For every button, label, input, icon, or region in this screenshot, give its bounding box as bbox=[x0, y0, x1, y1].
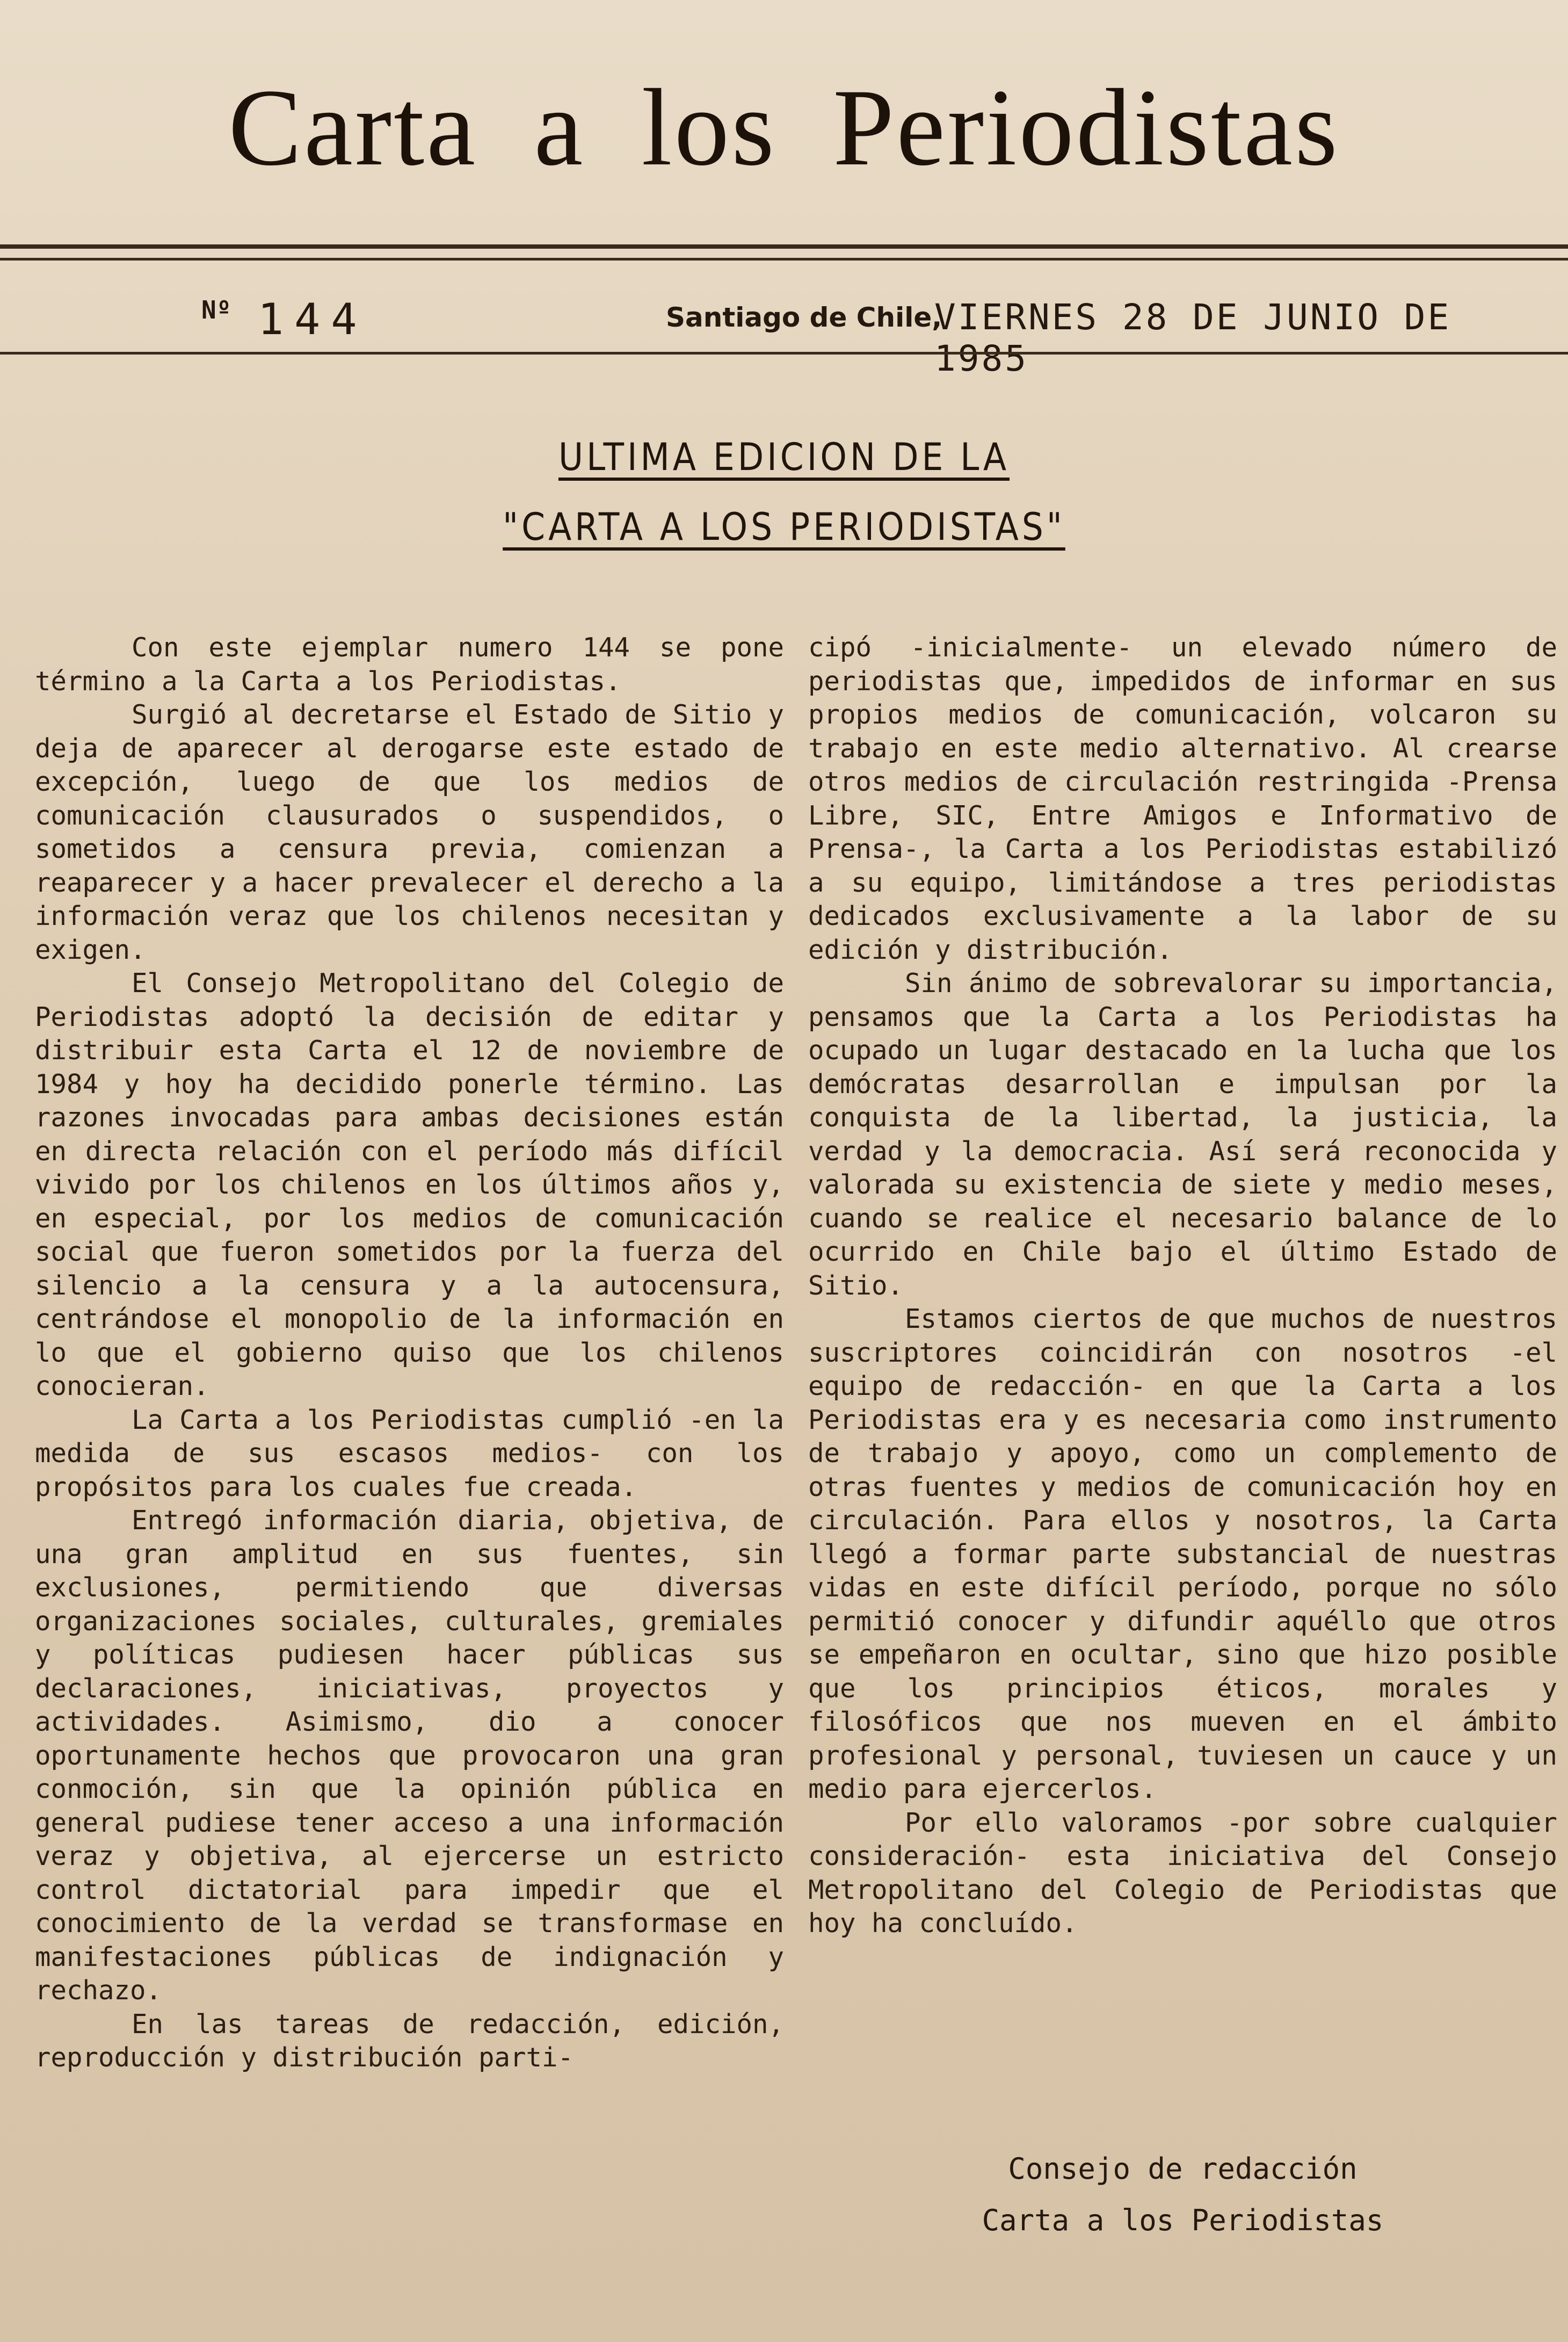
signature-line-1: Consejo de redacción bbox=[1008, 2152, 1358, 2186]
issue-info-bar bbox=[0, 290, 1568, 379]
paragraph: Con este ejemplar numero 144 se pone término a la Carta a los Periodistas. bbox=[35, 632, 784, 697]
paragraph: Sin ánimo de sobrevalorar su importancia, pensamos que la Carta a los Periodistas ha ocupado un lugar destacado en la lucha que los demócratas desarrollan e impulsan por la conquista de la libertad, la justicia, la verdad y la democracia. Así será reconocida y valorada su existencia de siete y medio meses, cuando se realice el necesario balance de lo ocurrido en Chile bajo el último Estado de Sitio. bbox=[808, 968, 1557, 1301]
paragraph: Entregó información diaria, objetiva, de una gran amplitud en sus fuentes, sin exclusiones, permitiendo que diversas organizaciones sociales, culturales, gremiales y políticas pudiesen hacer públicas sus declaraciones, iniciativas, proyectos y actividades. Asimismo, dio a conocer oportunamente hechos que provocaron una gran conmoción, sin que la opinión pública en general pudiese tener acceso a una información veraz y objetiva, al ejercerse un estricto control dictatorial para impedir que el conocimiento de la verdad se transformase en manifestaciones públicas de indignación y rechazo. bbox=[35, 1505, 784, 2006]
masthead-title: Carta a los Periodistas bbox=[228, 67, 1340, 189]
paragraph: Por ello valoramos -por sobre cualquier consideración- esta iniciativa del Consejo Metropolitano del Colegio de Periodistas que hoy ha concluído. bbox=[808, 1807, 1557, 1939]
masthead-rule-top bbox=[0, 244, 1568, 249]
place-of-publication: Santiago de Chile, bbox=[666, 302, 942, 333]
headline-line-1 bbox=[0, 435, 1568, 479]
paragraph: Surgió al decretarse el Estado de Sitio y deja de aparecer al derogarse este estado de excepción, luego de que los medios de comunicación clausurados o suspendidos, o sometidos a censura previa, comienzan a reaparecer y a hacer prevalecer el derecho a la información veraz que los chilenos necesitan y exigen. bbox=[35, 699, 784, 965]
paragraph: La Carta a los Periodistas cumplió -en la medida de sus escasos medios- con los propósitos para los cuales fue creada. bbox=[35, 1404, 784, 1502]
paragraph: Estamos ciertos de que muchos de nuestros suscriptores coincidirán con nosotros -el equipo de redacción- en que la Carta a los Periodistas era y es necesaria como instrumento de trabajo y apoyo, como un complemento de otras fuentes y medios de comunicación hoy en circulación. Para ellos y nosotros, la Carta llegó a formar parte substancial de nuestras vidas en este difícil período, porque no sólo permitió conocer y difundir aquéllo que otros se empeñaron en ocultar, sino que hizo posible que los principios éticos, morales y filosóficos que nos mueven en el ámbito profesional y personal, tuviesen un cauce y un medio para ejercerlos. bbox=[808, 1304, 1557, 1804]
headline-text-2: "CARTA A LOS PERIODISTAS" bbox=[503, 505, 1065, 549]
article-column-right bbox=[808, 631, 1557, 1941]
infobar-rule bbox=[0, 352, 1568, 355]
issue-label: Nº bbox=[201, 295, 231, 324]
masthead-rule-bottom bbox=[0, 258, 1568, 261]
signature-block bbox=[808, 2143, 1557, 2246]
paragraph: cipó -inicialmente- un elevado número de periodistas que, impedidos de informar en sus propios medios de comunicación, volcaron su trabajo en este medio alternativo. Al crearse otros medios de circulación restringida -Prensa Libre, SIC, Entre Amigos e Informativo de Prensa-, la Carta a los Periodistas estabilizó a su equipo, limitándose a tres periodistas dedicados exclusivamente a la labor de su edición y distribución. bbox=[808, 632, 1557, 965]
publication-date: VIERNES 28 DE JUNIO DE 1985 bbox=[934, 297, 1451, 379]
headline-text-1: ULTIMA EDICION DE LA bbox=[558, 435, 1010, 479]
article-column-left bbox=[35, 631, 784, 2075]
paragraph: En las tareas de redacción, edición, reproducción y distribución parti- bbox=[35, 2008, 784, 2073]
headline-line-2 bbox=[0, 505, 1568, 549]
signature-line-2: Carta a los Periodistas bbox=[982, 2203, 1384, 2237]
paragraph: El Consejo Metropolitano del Colegio de Periodistas adoptó la decisión de editar y distribuir esta Carta el 12 de noviembre de 1984 y hoy ha decidido ponerle término. Las razones invocadas para ambas decisiones están en directa relación con el período más difícil vivido por los chilenos en los últimos años y, en especial, por los medios de comunicación social que fueron sometidos por la fuerza del silencio a la censura y a la autocensura, centrándose el monopolio de la información en lo que el gobierno quiso que los chilenos conocieran. bbox=[35, 968, 784, 1401]
issue-number: 144 bbox=[258, 294, 368, 344]
